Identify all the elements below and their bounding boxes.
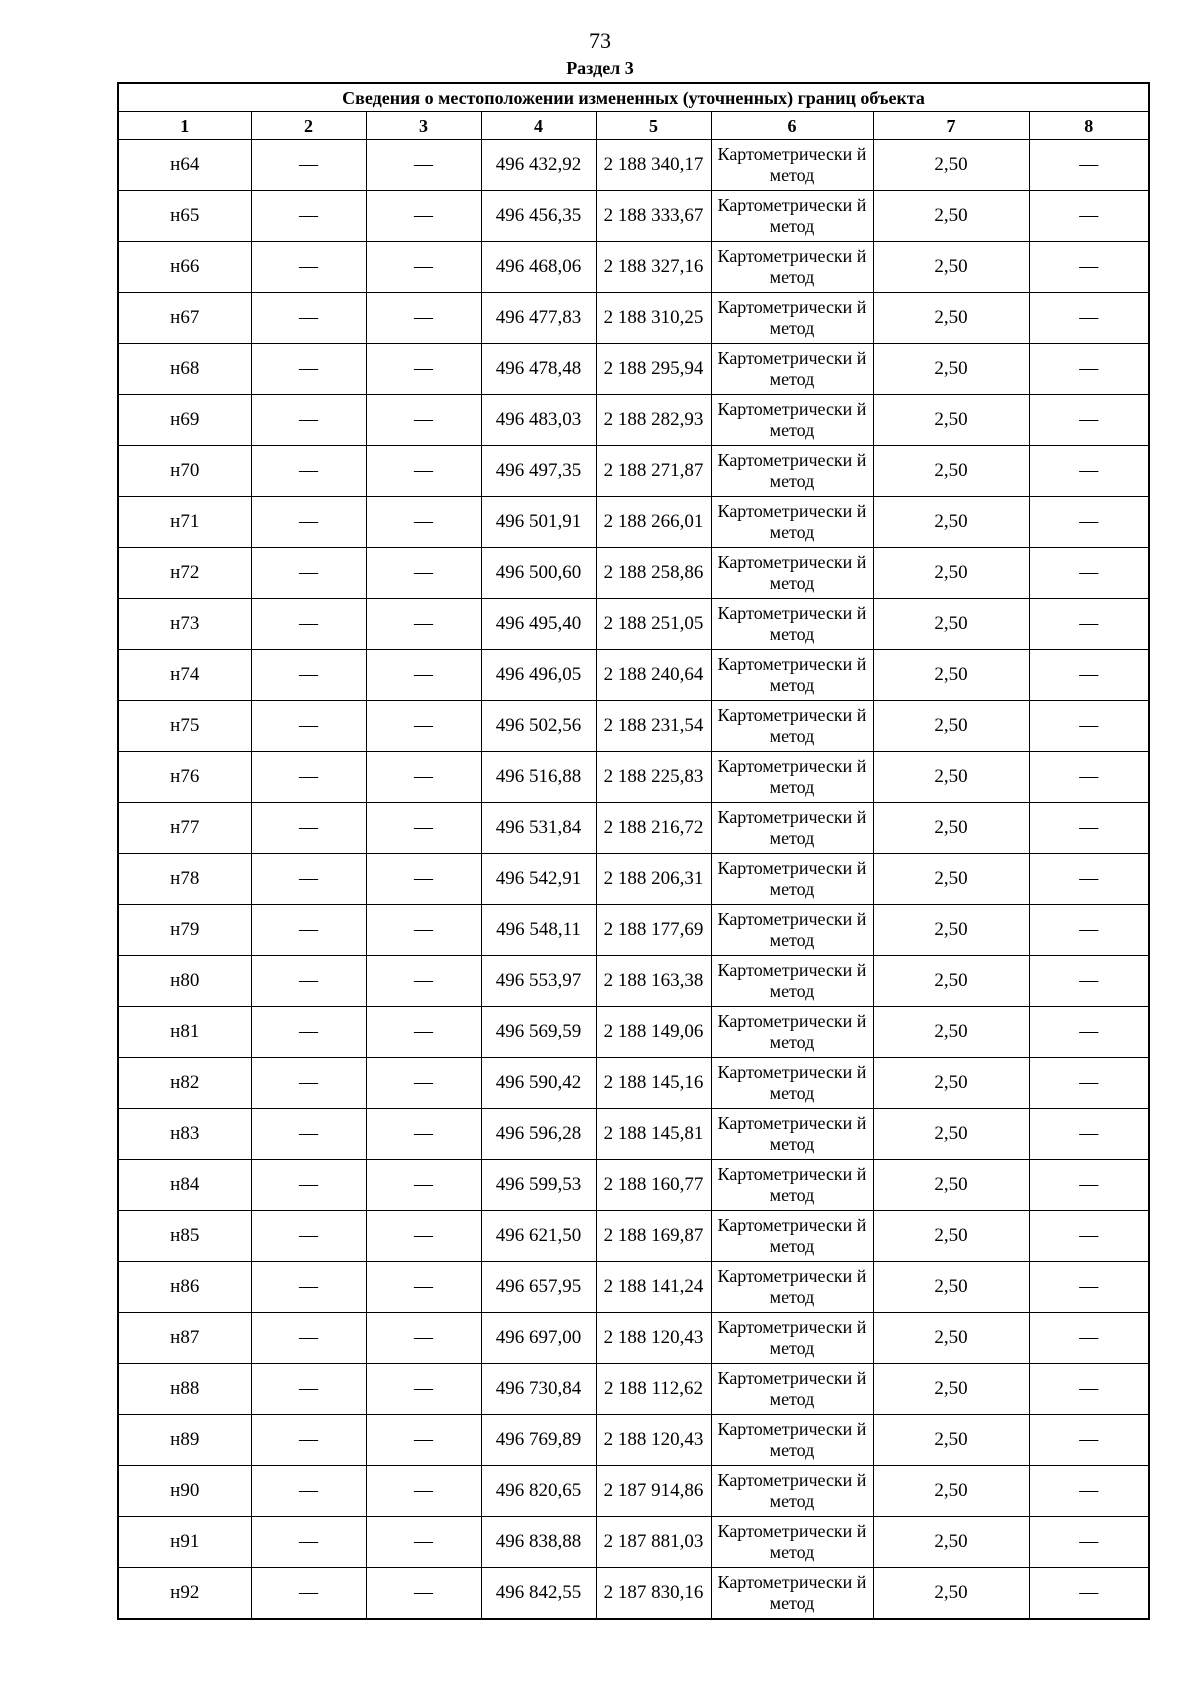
column-2-cell: —: [251, 242, 366, 293]
x-coordinate-cell: 496 496,05: [481, 650, 596, 701]
x-coordinate-cell: 496 599,53: [481, 1160, 596, 1211]
y-coordinate-cell: 2 188 216,72: [596, 803, 711, 854]
method-cell: Картометрически й метод: [711, 752, 873, 803]
y-coordinate-cell: 2 188 145,81: [596, 1109, 711, 1160]
x-coordinate-cell: 496 456,35: [481, 191, 596, 242]
accuracy-cell: 2,50: [873, 242, 1029, 293]
table-row: [118, 497, 1149, 548]
column-3-cell: —: [366, 1109, 481, 1160]
method-cell: Картометрически й метод: [711, 1364, 873, 1415]
column-3-cell: —: [366, 1466, 481, 1517]
table-row: [118, 344, 1149, 395]
point-number-cell: н90: [118, 1466, 251, 1517]
column-3-cell: —: [366, 140, 481, 191]
method-cell: Картометрически й метод: [711, 242, 873, 293]
point-number-cell: н83: [118, 1109, 251, 1160]
y-coordinate-cell: 2 188 141,24: [596, 1262, 711, 1313]
column-2-cell: —: [251, 446, 366, 497]
point-number-cell: н71: [118, 497, 251, 548]
accuracy-cell: 2,50: [873, 1568, 1029, 1620]
method-cell: Картометрически й метод: [711, 395, 873, 446]
accuracy-cell: 2,50: [873, 1007, 1029, 1058]
x-coordinate-cell: 496 468,06: [481, 242, 596, 293]
y-coordinate-cell: 2 188 169,87: [596, 1211, 711, 1262]
column-number-row: [118, 112, 1149, 140]
page-number: 73: [589, 28, 611, 53]
table-row: [118, 1568, 1149, 1620]
column-3-cell: —: [366, 293, 481, 344]
accuracy-cell: 2,50: [873, 293, 1029, 344]
accuracy-cell: 2,50: [873, 1517, 1029, 1568]
column-2-cell: —: [251, 905, 366, 956]
column-8-cell: —: [1029, 1160, 1149, 1211]
point-number-cell: н86: [118, 1262, 251, 1313]
column-2-cell: —: [251, 1517, 366, 1568]
column-8-cell: —: [1029, 650, 1149, 701]
table-row: [118, 1109, 1149, 1160]
column-8-cell: —: [1029, 1262, 1149, 1313]
accuracy-cell: 2,50: [873, 446, 1029, 497]
y-coordinate-cell: 2 188 177,69: [596, 905, 711, 956]
boundary-coordinates-table: [117, 82, 1150, 1620]
table-row: [118, 395, 1149, 446]
column-3-cell: —: [366, 1160, 481, 1211]
y-coordinate-cell: 2 188 271,87: [596, 446, 711, 497]
column-8-cell: —: [1029, 803, 1149, 854]
point-number-cell: н88: [118, 1364, 251, 1415]
table-body: [118, 140, 1149, 1620]
column-3-cell: —: [366, 854, 481, 905]
method-cell: Картометрически й метод: [711, 1160, 873, 1211]
table-row: [118, 803, 1149, 854]
column-2-cell: —: [251, 548, 366, 599]
column-8-cell: —: [1029, 242, 1149, 293]
x-coordinate-cell: 496 497,35: [481, 446, 596, 497]
accuracy-cell: 2,50: [873, 1058, 1029, 1109]
y-coordinate-cell: 2 188 295,94: [596, 344, 711, 395]
y-coordinate-cell: 2 188 231,54: [596, 701, 711, 752]
x-coordinate-cell: 496 502,56: [481, 701, 596, 752]
point-number-cell: н70: [118, 446, 251, 497]
y-coordinate-cell: 2 188 160,77: [596, 1160, 711, 1211]
column-2-cell: —: [251, 1211, 366, 1262]
column-3-cell: —: [366, 701, 481, 752]
column-8-cell: —: [1029, 344, 1149, 395]
point-number-cell: н78: [118, 854, 251, 905]
column-number: 3: [366, 112, 481, 140]
method-cell: Картометрически й метод: [711, 1517, 873, 1568]
accuracy-cell: 2,50: [873, 1313, 1029, 1364]
y-coordinate-cell: 2 188 340,17: [596, 140, 711, 191]
column-3-cell: —: [366, 395, 481, 446]
x-coordinate-cell: 496 531,84: [481, 803, 596, 854]
table-row: [118, 293, 1149, 344]
y-coordinate-cell: 2 188 120,43: [596, 1313, 711, 1364]
method-cell: Картометрически й метод: [711, 140, 873, 191]
column-8-cell: —: [1029, 1313, 1149, 1364]
accuracy-cell: 2,50: [873, 701, 1029, 752]
column-3-cell: —: [366, 446, 481, 497]
point-number-cell: н84: [118, 1160, 251, 1211]
point-number-cell: н68: [118, 344, 251, 395]
column-2-cell: —: [251, 854, 366, 905]
column-3-cell: —: [366, 1517, 481, 1568]
method-cell: Картометрически й метод: [711, 1568, 873, 1620]
column-3-cell: —: [366, 599, 481, 650]
method-cell: Картометрически й метод: [711, 446, 873, 497]
column-2-cell: —: [251, 1466, 366, 1517]
x-coordinate-cell: 496 730,84: [481, 1364, 596, 1415]
table-row: [118, 650, 1149, 701]
table-row: [118, 1466, 1149, 1517]
x-coordinate-cell: 496 569,59: [481, 1007, 596, 1058]
accuracy-cell: 2,50: [873, 650, 1029, 701]
column-8-cell: —: [1029, 599, 1149, 650]
y-coordinate-cell: 2 188 163,38: [596, 956, 711, 1007]
x-coordinate-cell: 496 548,11: [481, 905, 596, 956]
y-coordinate-cell: 2 188 258,86: [596, 548, 711, 599]
point-number-cell: н67: [118, 293, 251, 344]
accuracy-cell: 2,50: [873, 752, 1029, 803]
point-number-cell: н64: [118, 140, 251, 191]
table-row: [118, 1058, 1149, 1109]
column-2-cell: —: [251, 701, 366, 752]
x-coordinate-cell: 496 621,50: [481, 1211, 596, 1262]
column-3-cell: —: [366, 1058, 481, 1109]
column-8-cell: —: [1029, 1211, 1149, 1262]
table-row: [118, 140, 1149, 191]
column-2-cell: —: [251, 1364, 366, 1415]
column-3-cell: —: [366, 191, 481, 242]
column-3-cell: —: [366, 1568, 481, 1620]
accuracy-cell: 2,50: [873, 1364, 1029, 1415]
column-2-cell: —: [251, 395, 366, 446]
column-number: 5: [596, 112, 711, 140]
column-2-cell: —: [251, 1160, 366, 1211]
column-2-cell: —: [251, 293, 366, 344]
x-coordinate-cell: 496 516,88: [481, 752, 596, 803]
accuracy-cell: 2,50: [873, 1160, 1029, 1211]
column-3-cell: —: [366, 344, 481, 395]
column-2-cell: —: [251, 191, 366, 242]
y-coordinate-cell: 2 188 149,06: [596, 1007, 711, 1058]
method-cell: Картометрически й метод: [711, 650, 873, 701]
point-number-cell: н80: [118, 956, 251, 1007]
column-number: 4: [481, 112, 596, 140]
section-title: Раздел 3: [566, 58, 634, 78]
method-cell: Картометрически й метод: [711, 905, 873, 956]
method-cell: Картометрически й метод: [711, 1007, 873, 1058]
table-caption: Сведения о местоположении измененных (уточненных) границ объекта: [118, 83, 1149, 112]
table-row: [118, 1313, 1149, 1364]
method-cell: Картометрически й метод: [711, 1262, 873, 1313]
y-coordinate-cell: 2 188 240,64: [596, 650, 711, 701]
y-coordinate-cell: 2 187 881,03: [596, 1517, 711, 1568]
column-3-cell: —: [366, 1007, 481, 1058]
table-row: [118, 1364, 1149, 1415]
column-number: 6: [711, 112, 873, 140]
column-8-cell: —: [1029, 293, 1149, 344]
point-number-cell: н66: [118, 242, 251, 293]
y-coordinate-cell: 2 187 830,16: [596, 1568, 711, 1620]
y-coordinate-cell: 2 188 333,67: [596, 191, 711, 242]
column-3-cell: —: [366, 1262, 481, 1313]
column-8-cell: —: [1029, 1007, 1149, 1058]
accuracy-cell: 2,50: [873, 1109, 1029, 1160]
x-coordinate-cell: 496 553,97: [481, 956, 596, 1007]
table-row: [118, 701, 1149, 752]
point-number-cell: н69: [118, 395, 251, 446]
table-row: [118, 1211, 1149, 1262]
table-row: [118, 854, 1149, 905]
column-number: 7: [873, 112, 1029, 140]
y-coordinate-cell: 2 188 145,16: [596, 1058, 711, 1109]
column-2-cell: —: [251, 956, 366, 1007]
accuracy-cell: 2,50: [873, 599, 1029, 650]
method-cell: Картометрически й метод: [711, 701, 873, 752]
column-3-cell: —: [366, 497, 481, 548]
column-2-cell: —: [251, 650, 366, 701]
column-8-cell: —: [1029, 191, 1149, 242]
table-row: [118, 1517, 1149, 1568]
point-number-cell: н73: [118, 599, 251, 650]
accuracy-cell: 2,50: [873, 344, 1029, 395]
table-row: [118, 191, 1149, 242]
y-coordinate-cell: 2 188 282,93: [596, 395, 711, 446]
x-coordinate-cell: 496 838,88: [481, 1517, 596, 1568]
point-number-cell: н81: [118, 1007, 251, 1058]
method-cell: Картометрически й метод: [711, 854, 873, 905]
table-row: [118, 956, 1149, 1007]
y-coordinate-cell: 2 188 225,83: [596, 752, 711, 803]
x-coordinate-cell: 496 590,42: [481, 1058, 596, 1109]
table-row: [118, 905, 1149, 956]
point-number-cell: н79: [118, 905, 251, 956]
column-8-cell: —: [1029, 956, 1149, 1007]
method-cell: Картометрически й метод: [711, 1415, 873, 1466]
x-coordinate-cell: 496 542,91: [481, 854, 596, 905]
accuracy-cell: 2,50: [873, 905, 1029, 956]
point-number-cell: н65: [118, 191, 251, 242]
point-number-cell: н72: [118, 548, 251, 599]
column-3-cell: —: [366, 548, 481, 599]
column-8-cell: —: [1029, 905, 1149, 956]
table-row: [118, 1160, 1149, 1211]
column-8-cell: —: [1029, 1517, 1149, 1568]
method-cell: Картометрически й метод: [711, 344, 873, 395]
column-3-cell: —: [366, 752, 481, 803]
method-cell: Картометрически й метод: [711, 548, 873, 599]
column-2-cell: —: [251, 1415, 366, 1466]
column-3-cell: —: [366, 1364, 481, 1415]
column-2-cell: —: [251, 599, 366, 650]
column-8-cell: —: [1029, 140, 1149, 191]
column-3-cell: —: [366, 956, 481, 1007]
accuracy-cell: 2,50: [873, 854, 1029, 905]
table-row: [118, 1262, 1149, 1313]
x-coordinate-cell: 496 596,28: [481, 1109, 596, 1160]
y-coordinate-cell: 2 188 120,43: [596, 1415, 711, 1466]
column-2-cell: —: [251, 1007, 366, 1058]
x-coordinate-cell: 496 657,95: [481, 1262, 596, 1313]
method-cell: Картометрически й метод: [711, 599, 873, 650]
accuracy-cell: 2,50: [873, 1466, 1029, 1517]
point-number-cell: н91: [118, 1517, 251, 1568]
column-8-cell: —: [1029, 446, 1149, 497]
column-3-cell: —: [366, 650, 481, 701]
y-coordinate-cell: 2 188 327,16: [596, 242, 711, 293]
method-cell: Картометрически й метод: [711, 1211, 873, 1262]
column-8-cell: —: [1029, 497, 1149, 548]
column-8-cell: —: [1029, 752, 1149, 803]
point-number-cell: н75: [118, 701, 251, 752]
accuracy-cell: 2,50: [873, 803, 1029, 854]
method-cell: Картометрически й метод: [711, 956, 873, 1007]
column-2-cell: —: [251, 497, 366, 548]
column-3-cell: —: [366, 1211, 481, 1262]
x-coordinate-cell: 496 477,83: [481, 293, 596, 344]
point-number-cell: н85: [118, 1211, 251, 1262]
point-number-cell: н82: [118, 1058, 251, 1109]
point-number-cell: н87: [118, 1313, 251, 1364]
accuracy-cell: 2,50: [873, 395, 1029, 446]
column-2-cell: —: [251, 1568, 366, 1620]
column-8-cell: —: [1029, 395, 1149, 446]
method-cell: Картометрически й метод: [711, 1109, 873, 1160]
x-coordinate-cell: 496 842,55: [481, 1568, 596, 1620]
accuracy-cell: 2,50: [873, 1415, 1029, 1466]
point-number-cell: н92: [118, 1568, 251, 1620]
method-cell: Картометрически й метод: [711, 1313, 873, 1364]
y-coordinate-cell: 2 188 310,25: [596, 293, 711, 344]
column-2-cell: —: [251, 140, 366, 191]
x-coordinate-cell: 496 495,40: [481, 599, 596, 650]
column-number: 1: [118, 112, 251, 140]
column-8-cell: —: [1029, 854, 1149, 905]
y-coordinate-cell: 2 187 914,86: [596, 1466, 711, 1517]
accuracy-cell: 2,50: [873, 140, 1029, 191]
accuracy-cell: 2,50: [873, 1211, 1029, 1262]
column-2-cell: —: [251, 752, 366, 803]
column-8-cell: —: [1029, 1466, 1149, 1517]
method-cell: Картометрически й метод: [711, 497, 873, 548]
method-cell: Картометрически й метод: [711, 191, 873, 242]
accuracy-cell: 2,50: [873, 1262, 1029, 1313]
accuracy-cell: 2,50: [873, 548, 1029, 599]
table-row: [118, 1415, 1149, 1466]
point-number-cell: н77: [118, 803, 251, 854]
accuracy-cell: 2,50: [873, 497, 1029, 548]
method-cell: Картометрически й метод: [711, 803, 873, 854]
table-row: [118, 599, 1149, 650]
x-coordinate-cell: 496 478,48: [481, 344, 596, 395]
table-row: [118, 1007, 1149, 1058]
table-row: [118, 752, 1149, 803]
column-3-cell: —: [366, 1415, 481, 1466]
column-2-cell: —: [251, 1313, 366, 1364]
y-coordinate-cell: 2 188 266,01: [596, 497, 711, 548]
x-coordinate-cell: 496 501,91: [481, 497, 596, 548]
method-cell: Картометрически й метод: [711, 293, 873, 344]
column-8-cell: —: [1029, 1568, 1149, 1620]
x-coordinate-cell: 496 432,92: [481, 140, 596, 191]
accuracy-cell: 2,50: [873, 956, 1029, 1007]
x-coordinate-cell: 496 500,60: [481, 548, 596, 599]
column-2-cell: —: [251, 1262, 366, 1313]
x-coordinate-cell: 496 820,65: [481, 1466, 596, 1517]
point-number-cell: н89: [118, 1415, 251, 1466]
column-2-cell: —: [251, 1058, 366, 1109]
method-cell: Картометрически й метод: [711, 1466, 873, 1517]
column-8-cell: —: [1029, 1058, 1149, 1109]
accuracy-cell: 2,50: [873, 191, 1029, 242]
column-8-cell: —: [1029, 1415, 1149, 1466]
y-coordinate-cell: 2 188 112,62: [596, 1364, 711, 1415]
column-8-cell: —: [1029, 701, 1149, 752]
column-number: 8: [1029, 112, 1149, 140]
table-row: [118, 242, 1149, 293]
column-3-cell: —: [366, 905, 481, 956]
column-8-cell: —: [1029, 548, 1149, 599]
column-8-cell: —: [1029, 1109, 1149, 1160]
y-coordinate-cell: 2 188 251,05: [596, 599, 711, 650]
method-cell: Картометрически й метод: [711, 1058, 873, 1109]
column-2-cell: —: [251, 1109, 366, 1160]
column-3-cell: —: [366, 1313, 481, 1364]
column-3-cell: —: [366, 242, 481, 293]
column-8-cell: —: [1029, 1364, 1149, 1415]
table-row: [118, 446, 1149, 497]
column-3-cell: —: [366, 803, 481, 854]
column-2-cell: —: [251, 344, 366, 395]
table-row: [118, 548, 1149, 599]
y-coordinate-cell: 2 188 206,31: [596, 854, 711, 905]
column-number: 2: [251, 112, 366, 140]
point-number-cell: н74: [118, 650, 251, 701]
x-coordinate-cell: 496 697,00: [481, 1313, 596, 1364]
column-2-cell: —: [251, 803, 366, 854]
x-coordinate-cell: 496 769,89: [481, 1415, 596, 1466]
point-number-cell: н76: [118, 752, 251, 803]
x-coordinate-cell: 496 483,03: [481, 395, 596, 446]
